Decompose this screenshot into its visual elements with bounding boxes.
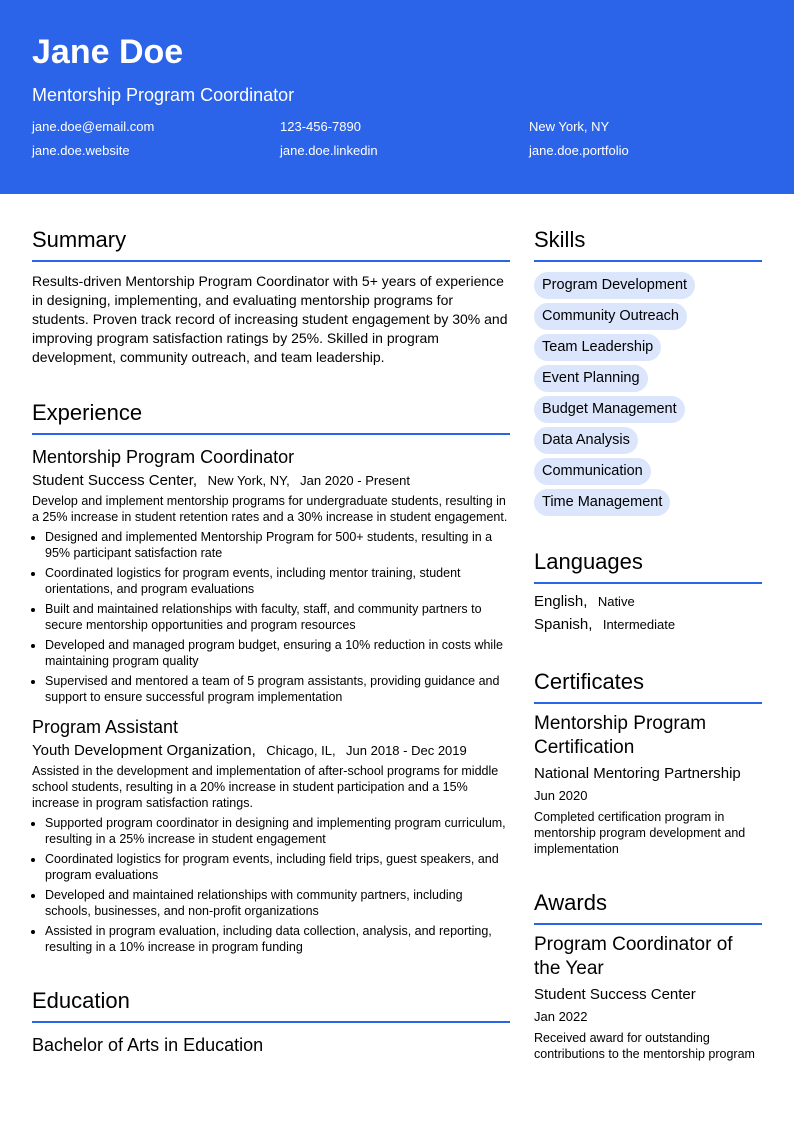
awards-heading: Awards [534, 889, 762, 925]
skill-tag: Time Management [534, 489, 670, 516]
skills-heading: Skills [534, 226, 762, 262]
job-location: Chicago, IL, [266, 743, 336, 758]
candidate-role: Mentorship Program Coordinator [32, 85, 295, 105]
language-name: English, [534, 593, 588, 610]
contact-email[interactable]: jane.doe@email.com [32, 119, 155, 134]
certificate-description: Completed certification program in mentorship program development and implementation [534, 810, 746, 856]
main-column [32, 194, 510, 1062]
award-date: Jan 2022 [534, 1009, 588, 1024]
bullet-item: • Coordinated logistics for program events, including field trips, guest speakers, and program evaluations [45, 851, 510, 883]
job-title: Mentorship Program Coordinator [32, 447, 295, 467]
award-name: Program Coordinator of the Year [534, 934, 733, 979]
skill-tag: Program Development [534, 272, 695, 299]
bullet-item: • Assisted in program evaluation, including data collection, analysis, and reporting, resulting in a 10% increase in program funding [45, 923, 510, 955]
resume-header [0, 0, 794, 194]
certificates-heading: Certificates [534, 668, 762, 704]
language-item [534, 613, 762, 636]
contact-website[interactable]: jane.doe.website [32, 143, 130, 158]
skill-tag: Communication [534, 458, 651, 485]
job-dates: Jun 2018 - Dec 2019 [346, 743, 467, 758]
skill-tag: Team Leadership [534, 334, 661, 361]
education-degree: Bachelor of Arts in Education [32, 1035, 264, 1055]
contact-linkedin[interactable]: jane.doe.linkedin [280, 143, 378, 158]
side-column [534, 194, 762, 1062]
job-title: Program Assistant [32, 717, 179, 737]
contact-phone[interactable]: 123-456-7890 [280, 119, 361, 134]
candidate-name: Jane Doe [32, 33, 184, 71]
job-bullets [32, 529, 510, 705]
language-level: Intermediate [602, 617, 676, 632]
contact-grid [32, 118, 762, 160]
bullet-item: • Coordinated logistics for program events, including mentor training, student orientations, and program evaluations [45, 565, 510, 597]
job-organization: Student Success Center, [32, 472, 198, 489]
resume-body [0, 194, 794, 1062]
skills-list [534, 268, 762, 516]
job-description: Assisted in the development and implementation of after-school programs for middle school students, resulting in a 20% increase in student participation and a 15% increase in program satisfaction ratings. [32, 764, 499, 810]
certificate-date: Jun 2020 [534, 788, 588, 803]
bullet-item: • Supported program coordinator in designing and implementing program curriculum, resulting in a 25% increase in student engagement [45, 815, 510, 847]
skill-tag: Community Outreach [534, 303, 687, 330]
bullet-item: • Built and maintained relationships with faculty, staff, and community partners to secure mentorship opportunities and program resources [45, 601, 510, 633]
summary-text: Results-driven Mentorship Program Coordinator with 5+ years of experience in designing, implementing, and evaluating mentorship programs for students. Proven track record of increasing student engagement by 30% and improving program satisfaction ratings by 25%. Skilled in program development, community outreach, and team leadership. [32, 273, 508, 365]
bullet-item: • Developed and maintained relationships with community partners, including schools, businesses, and non-profit organizations [45, 887, 510, 919]
education-heading: Education [32, 987, 510, 1023]
languages-list [534, 590, 762, 636]
job-meta [32, 471, 510, 491]
job-organization: Youth Development Organization, [32, 742, 256, 759]
certificate-organization: National Mentoring Partnership [534, 765, 741, 782]
job-location: New York, NY, [207, 473, 290, 488]
summary-heading: Summary [32, 226, 510, 262]
job-dates: Jan 2020 - Present [300, 473, 411, 488]
award-organization: Student Success Center [534, 986, 696, 1003]
language-level: Native [597, 594, 635, 609]
job-entry [32, 715, 510, 955]
job-bullets [32, 815, 510, 955]
language-item [534, 590, 762, 613]
bullet-item: • Designed and implemented Mentorship Program for 500+ students, resulting in a 95% participant satisfaction rate [45, 529, 510, 561]
language-name: Spanish, [534, 616, 593, 633]
skill-tag: Event Planning [534, 365, 648, 392]
skill-tag: Data Analysis [534, 427, 638, 454]
job-entry [32, 445, 510, 705]
award-description: Received award for outstanding contributions to the mentorship program [534, 1031, 755, 1061]
languages-heading: Languages [534, 548, 762, 584]
job-description: Develop and implement mentorship programs for undergraduate students, resulting in a 25% increase in student retention rates and a 30% increase in student engagement. [32, 494, 508, 524]
certificate-name: Mentorship Program Certification [534, 713, 707, 758]
experience-heading: Experience [32, 399, 510, 435]
contact-location: New York, NY [529, 119, 610, 134]
bullet-item: • Developed and managed program budget, ensuring a 10% reduction in costs while maintaining program quality [45, 637, 510, 669]
skill-tag: Budget Management [534, 396, 685, 423]
contact-portfolio[interactable]: jane.doe.portfolio [529, 143, 629, 158]
bullet-item: • Supervised and mentored a team of 5 program assistants, providing guidance and support to ensure successful program implementation [45, 673, 510, 705]
job-meta [32, 741, 510, 761]
